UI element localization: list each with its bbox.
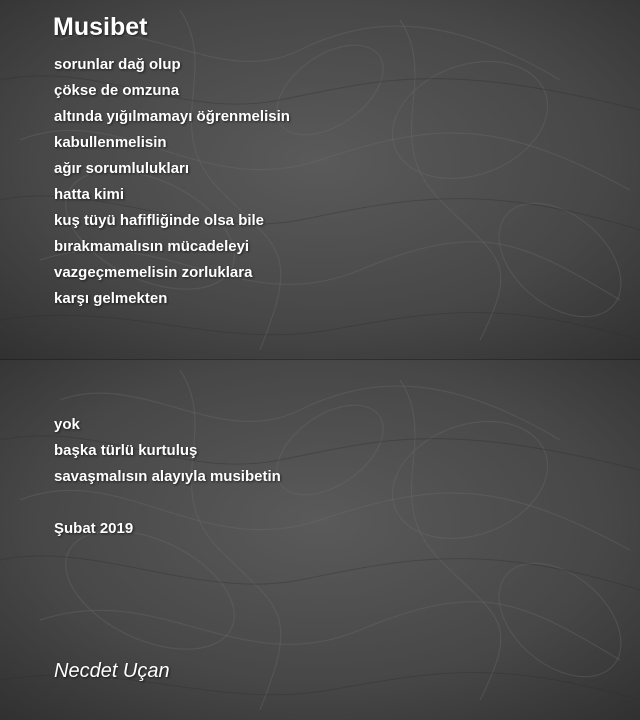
poem-line: başka türlü kurtuluş [54,442,198,459]
poem-author: Necdet Uçan [54,660,170,682]
poem-line: ağır sorumlulukları [54,160,190,177]
poem-line: hatta kimi [54,186,125,203]
poem-line: savaşmalısın alayıyla musibetin [54,468,281,485]
poem-panel-bottom [0,360,640,720]
poem-line: sorunlar dağ olup [54,56,181,73]
poem-line: vazgeçmemelisin zorluklara [54,264,253,281]
poem-line: yok [54,416,80,433]
stanza-1 [54,52,290,312]
poem-line: altında yığılmamayı öğrenmelisin [54,108,290,125]
stanza-2 [54,412,281,490]
poem-line: çökse de omzuna [54,82,180,99]
poem-line: karşı gelmekten [54,290,168,307]
poem-line: kabullenmelisin [54,134,167,151]
poem-date: Şubat 2019 [54,520,134,537]
poem-line: bırakmamalısın mücadeleyi [54,238,250,255]
poem-title: Musibet [53,13,148,41]
poem-line: kuş tüyü hafifliğinde olsa bile [54,212,265,229]
